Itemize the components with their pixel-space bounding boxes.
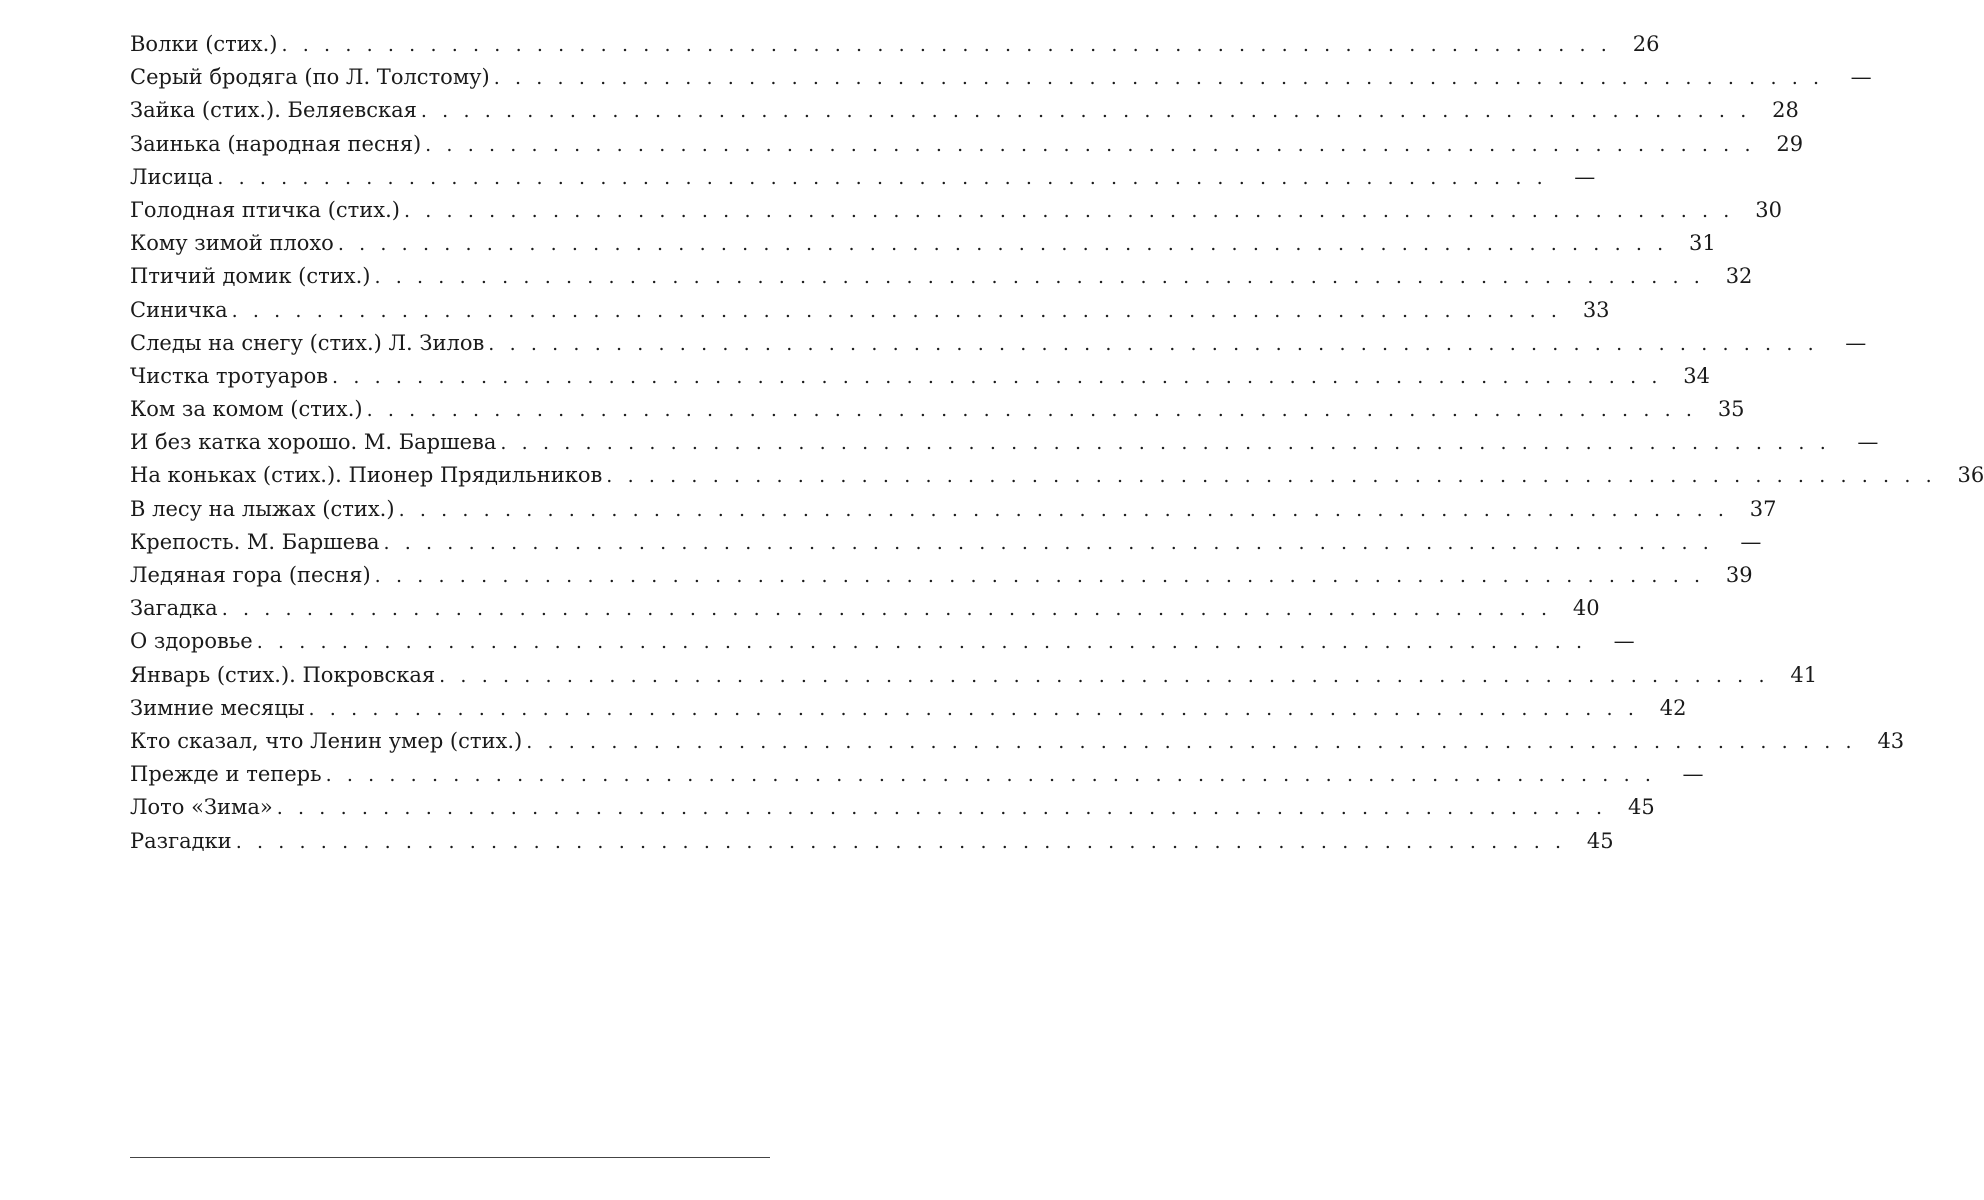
dot-leader: . . . . . . . . . . . . . . . . . . . . . . . . . . . . . . . . . . . . . . . . . . . . . . . . . . . . . . . . . . . . . . . [231, 299, 1562, 322]
toc-entry [130, 61, 1872, 94]
dot-leader: . . . . . . . . . . . . . . . . . . . . . . . . . . . . . . . . . . . . . . . . . . . . . . . . . . . . . . . . . . . . . . . [374, 565, 1705, 587]
toc-entry [130, 725, 1905, 758]
toc-entry [130, 161, 1596, 194]
toc-entry-title: Прежде и теперь [130, 762, 322, 787]
dot-leader: . . . . . . . . . . . . . . . . . . . . . . . . . . . . . . . . . . . . . . . . . . . . . . . . . . . . . . . . . . . . . . . [235, 830, 1566, 853]
toc-entry [130, 294, 1610, 327]
toc-entry [130, 692, 1687, 725]
dot-leader: . . . . . . . . . . . . . . . . . . . . . . . . . . . . . . . . . . . . . . . . . . . . . . . . . . . . . . . . . . . . . . . [488, 332, 1819, 355]
dot-leader: . . . . . . . . . . . . . . . . . . . . . . . . . . . . . . . . . . . . . . . . . . . . . . . . . . . . . . . . . . . . . . . [383, 531, 1714, 554]
toc-entry-page-number: — [1740, 529, 1762, 554]
dot-leader: . . . . . . . . . . . . . . . . . . . . . . . . . . . . . . . . . . . . . . . . . . . . . . . . . . . . . . . . . . . . . . . [374, 266, 1705, 289]
toc-entry [130, 659, 1818, 692]
dot-leader: . . . . . . . . . . . . . . . . . . . . . . . . . . . . . . . . . . . . . . . . . . . . . . . . . . . . . . . . . . . . . . . [217, 166, 1548, 189]
dot-leader: . . . . . . . . . . . . . . . . . . . . . . . . . . . . . . . . . . . . . . . . . . . . . . . . . . . . . . . . . . . . . . . [337, 233, 1668, 256]
toc-entry [130, 459, 1984, 492]
toc-entry-title: О здоровье [130, 629, 253, 654]
toc-entry [130, 327, 1867, 360]
toc-entry-page-number: — [1682, 762, 1704, 787]
toc-entry-page-number: — [1845, 330, 1867, 355]
dot-leader: . . . . . . . . . . . . . . . . . . . . . . . . . . . . . . . . . . . . . . . . . . . . . . . . . . . . . . . . . . . . . . . [366, 399, 1697, 422]
footer-rule [130, 1157, 770, 1158]
toc-entry-title: Волки (стих.) [130, 32, 278, 56]
toc-entry-title: Разгадки [130, 828, 232, 853]
dot-leader: . . . . . . . . . . . . . . . . . . . . . . . . . . . . . . . . . . . . . . . . . . . . . . . . . . . . . . . . . . . . . . . [332, 365, 1662, 388]
toc-entry [130, 526, 1762, 559]
toc-entry [130, 227, 1716, 260]
toc-entry-title: Лото «Зима» [130, 795, 273, 820]
dot-leader: . . . . . . . . . . . . . . . . . . . . . . . . . . . . . . . . . . . . . . . . . . . . . . . . . . . . . . . . . . . . . . . [493, 67, 1824, 90]
toc-entry-title: Лисица [130, 164, 214, 189]
dot-leader: . . . . . . . . . . . . . . . . . . . . . . . . . . . . . . . . . . . . . . . . . . . . . . . . . . . . . . . . . . . . . . . [276, 797, 1607, 820]
toc-entry-page-number: 34 [1683, 363, 1710, 388]
toc-entry-title: И без катка хорошо. М. Баршева [130, 430, 497, 455]
dot-leader: . . . . . . . . . . . . . . . . . . . . . . . . . . . . . . . . . . . . . . . . . . . . . . . . . . . . . . . . . . . . . . . [256, 631, 1587, 654]
toc-entry-page-number: 30 [1755, 197, 1782, 222]
toc-entry [130, 426, 1879, 459]
dot-leader: . . . . . . . . . . . . . . . . . . . . . . . . . . . . . . . . . . . . . . . . . . . . . . . . . . . . . . . . . . . . . . . [420, 100, 1751, 123]
toc-entry-page-number: 28 [1772, 98, 1799, 123]
toc-entry-title: Голодная птичка (стих.) [130, 197, 400, 222]
toc-entry [130, 493, 1777, 526]
toc-entry-title: Чистка тротуаров [130, 363, 329, 388]
toc-entry-page-number: 45 [1627, 795, 1655, 820]
toc-entry-page-number: 29 [1776, 131, 1804, 156]
dot-leader: . . . . . . . . . . . . . . . . . . . . . . . . . . . . . . . . . . . . . . . . . . . . . . . . . . . . . . . . . . . . . . . [221, 598, 1552, 621]
toc-entry [130, 28, 1660, 61]
toc-entry [130, 360, 1710, 393]
toc-entry-page-number: 35 [1717, 397, 1745, 422]
toc-entry-page-number: 42 [1659, 695, 1687, 720]
toc-entry [130, 791, 1655, 824]
dot-leader: . . . . . . . . . . . . . . . . . . . . . . . . . . . . . . . . . . . . . . . . . . . . . . . . . . . . . . . . . . . . . . . [500, 432, 1831, 455]
toc-entry-title: Зайка (стих.). Беляевская [130, 98, 417, 123]
dot-leader: . . . . . . . . . . . . . . . . . . . . . . . . . . . . . . . . . . . . . . . . . . . . . . . . . . . . . . . . . . . . . . . [439, 664, 1770, 687]
toc-entry-page-number: 32 [1725, 264, 1753, 289]
toc-entry-title: Заинька (народная песня) [130, 131, 422, 156]
toc-entry [130, 260, 1753, 293]
toc-entry [130, 128, 1804, 161]
toc-entry-page-number: 37 [1749, 496, 1777, 521]
toc-entry [130, 758, 1704, 791]
toc-entry [130, 825, 1614, 858]
toc-entry-page-number: 40 [1572, 596, 1600, 621]
toc-entry-page-number: 45 [1586, 828, 1614, 853]
toc-entry-title: Загадка [130, 596, 218, 621]
toc-entry-title: В лесу на лыжах (стих.) [130, 496, 395, 521]
toc-entry-title: Зимние месяцы [130, 695, 305, 720]
toc-entry-title: Ледяная гора (песня) [130, 563, 371, 587]
dot-leader: . . . . . . . . . . . . . . . . . . . . . . . . . . . . . . . . . . . . . . . . . . . . . . . . . . . . . . . . . . . . . . . [398, 498, 1729, 521]
toc-entry [130, 393, 1745, 426]
toc-entry-title: Синичка [130, 297, 228, 322]
toc-entry-title: Январь (стих.). Покровская [130, 662, 436, 687]
dot-leader: . . . . . . . . . . . . . . . . . . . . . . . . . . . . . . . . . . . . . . . . . . . . . . . . . . . . . . . . . . . . . . . [404, 199, 1734, 222]
toc-entry [130, 559, 1753, 592]
toc-entry-title: Серый бродяга (по Л. Толстому) [130, 65, 490, 90]
toc-entry-title: Крепость. М. Баршева [130, 529, 380, 554]
toc-entry [130, 625, 1635, 658]
toc-entry [130, 194, 1782, 227]
toc-entry-page-number: 31 [1689, 231, 1716, 256]
toc-entry-title: Ком за комом (стих.) [130, 397, 363, 422]
toc-entry-page-number: 26 [1632, 32, 1660, 56]
toc-entry-page-number: — [1850, 65, 1872, 90]
toc-entry-page-number: 36 [1957, 463, 1984, 488]
dot-leader: . . . . . . . . . . . . . . . . . . . . . . . . . . . . . . . . . . . . . . . . . . . . . . . . . . . . . . . . . . . . . . . [325, 764, 1656, 787]
dot-leader: . . . . . . . . . . . . . . . . . . . . . . . . . . . . . . . . . . . . . . . . . . . . . . . . . . . . . . . . . . . . . . . [308, 697, 1639, 720]
toc-entry-page-number: 39 [1725, 563, 1753, 587]
toc-entry [130, 592, 1600, 625]
toc-entry-page-number: — [1574, 164, 1596, 189]
toc-entry-title: Кому зимой плохо [130, 231, 334, 256]
toc-entry-page-number: — [1613, 629, 1635, 654]
toc-entry-page-number: — [1857, 430, 1879, 455]
dot-leader: . . . . . . . . . . . . . . . . . . . . . . . . . . . . . . . . . . . . . . . . . . . . . . . . . . . . . . . . . . . . . . . [606, 465, 1937, 488]
toc-entry-page-number: 41 [1790, 662, 1818, 687]
toc-entry-page-number: 33 [1582, 297, 1610, 322]
table-of-contents [130, 28, 1984, 858]
toc-entry-title: На коньках (стих.). Пионер Прядильников [130, 463, 603, 488]
dot-leader: . . . . . . . . . . . . . . . . . . . . . . . . . . . . . . . . . . . . . . . . . . . . . . . . . . . . . . . . . . . . . . . [281, 34, 1612, 56]
dot-leader: . . . . . . . . . . . . . . . . . . . . . . . . . . . . . . . . . . . . . . . . . . . . . . . . . . . . . . . . . . . . . . . [526, 730, 1857, 753]
toc-entry-title: Птичий домик (стих.) [130, 264, 371, 289]
toc-entry [130, 94, 1799, 127]
toc-entry-title: Кто сказал, что Ленин умер (стих.) [130, 728, 523, 753]
dot-leader: . . . . . . . . . . . . . . . . . . . . . . . . . . . . . . . . . . . . . . . . . . . . . . . . . . . . . . . . . . . . . . . [425, 133, 1756, 156]
toc-entry-page-number: 43 [1877, 728, 1905, 753]
toc-entry-title: Следы на снегу (стих.) Л. Зилов [130, 330, 485, 355]
